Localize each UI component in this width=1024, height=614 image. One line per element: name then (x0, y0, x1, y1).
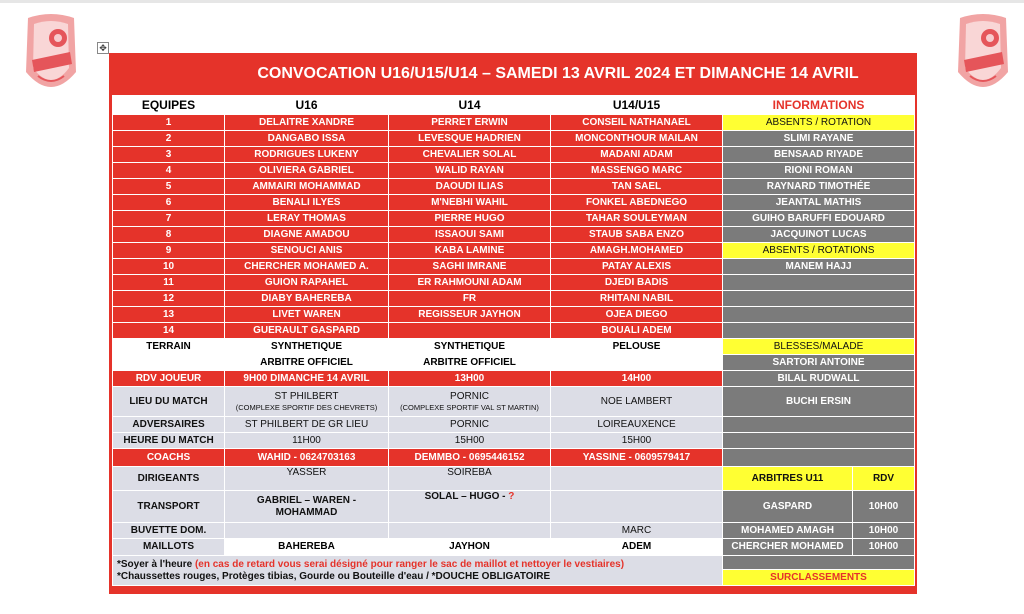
info-cell (723, 275, 915, 291)
info-cell: MANEM HAJJ (723, 259, 915, 275)
rdv-u16: 9H00 DIMANCHE 14 AVRIL (225, 371, 389, 387)
player-u16: DANGABO ISSA (225, 131, 389, 147)
info-cell: ABSENTS / ROTATIONS (723, 243, 915, 259)
player-u16: SENOUCI ANIS (225, 243, 389, 259)
arbitres-u11-header: ARBITRES U11 (723, 467, 853, 491)
terrain-u14: SYNTHETIQUE (389, 339, 551, 355)
coach-u14: DEMMBO - 0695446152 (389, 449, 551, 467)
info-cell: GUIHO BARUFFI EDOUARD (723, 211, 915, 227)
player-u14-u15: AMAGH.MOHAMED (551, 243, 723, 259)
player-u14: PIERRE HUGO (389, 211, 551, 227)
transport-u14-unknown: ? (508, 491, 515, 502)
player-u14-u15: RHITANI NABIL (551, 291, 723, 307)
row-number: 8 (113, 227, 225, 243)
row-number: 3 (113, 147, 225, 163)
adversaires-row (113, 417, 915, 433)
header-u14: U14 (389, 96, 551, 115)
player-u14-u15: DJEDI BADIS (551, 275, 723, 291)
club-crest-icon (20, 12, 82, 104)
coach-u16: WAHID - 0624703163 (225, 449, 389, 467)
lieu-u16-name: ST PHILBERT (274, 391, 339, 402)
lieu-u16-detail: (COMPLEXE SPORTIF DES CHEVRETS) (235, 403, 378, 412)
lieu-u16 (225, 387, 389, 417)
window-top-border (0, 0, 1024, 3)
rdv-label: RDV JOUEUR (113, 371, 225, 387)
header-equipes: EQUIPES (113, 96, 225, 115)
player-u14-u15: PATAY ALEXIS (551, 259, 723, 275)
player-u14: REGISSEUR JAYHON (389, 307, 551, 323)
arbitre-u11-name: CHERCHER MOHAMED (723, 539, 853, 556)
buvette-u14-u15: MARC (551, 523, 723, 539)
table-move-handle-icon[interactable]: ✥ (97, 42, 109, 54)
info-cell: RIONI ROMAN (723, 163, 915, 179)
transport-row (113, 491, 915, 523)
lieu-u14-name: PORNIC (450, 391, 489, 402)
player-u16: RODRIGUES LUKENY (225, 147, 389, 163)
player-u16: LIVET WAREN (225, 307, 389, 323)
player-u14-u15: OJEA DIEGO (551, 307, 723, 323)
arbitre-u11-time: 10H00 (853, 539, 915, 556)
table-header-row (113, 96, 915, 115)
player-u16: GUION RAPAHEL (225, 275, 389, 291)
header-u14-u15: U14/U15 (551, 96, 723, 115)
player-u14: KABA LAMINE (389, 243, 551, 259)
info-cell (723, 323, 915, 339)
player-u14-u15: MONCONTHOUR MAILAN (551, 131, 723, 147)
player-u14: M'NEBHI WAHIL (389, 195, 551, 211)
heure-label: HEURE DU MATCH (113, 433, 225, 449)
header-u16: U16 (225, 96, 389, 115)
table-row (113, 307, 915, 323)
dirigeants-row (113, 467, 915, 491)
adversaires-u14: PORNIC (389, 417, 551, 433)
page-title: CONVOCATION U16/U15/U14 – SAMEDI 13 AVRIL 2024 ET DIMANCHE 14 AVRIL (257, 65, 859, 82)
surclassements-header: SURCLASSEMENTS (723, 570, 915, 586)
player-u14-u15: CONSEIL NATHANAEL (551, 115, 723, 131)
arbitre-row (113, 355, 915, 371)
header-informations: INFORMATIONS (723, 96, 915, 115)
player-u14: CHEVALIER SOLAL (389, 147, 551, 163)
maillots-u14: JAYHON (389, 539, 551, 556)
player-u14: DAOUDI ILIAS (389, 179, 551, 195)
maillots-row (113, 539, 915, 556)
player-u16: DIABY BAHEREBA (225, 291, 389, 307)
table-row (113, 291, 915, 307)
table-row (113, 243, 915, 259)
arbitre-u11-name: MOHAMED AMAGH (723, 523, 853, 539)
table-row (113, 131, 915, 147)
arbitre-label (113, 355, 225, 371)
info-cell (723, 291, 915, 307)
transport-label: TRANSPORT (113, 491, 225, 523)
row-number: 5 (113, 179, 225, 195)
player-u14-u15: TAN SAEL (551, 179, 723, 195)
player-u16: AMMAIRI MOHAMMAD (225, 179, 389, 195)
player-u14: PERRET ERWIN (389, 115, 551, 131)
dirigeant-u14: SOIREBA (389, 467, 551, 491)
table-row (113, 275, 915, 291)
player-u14-u15: MASSENGO MARC (551, 163, 723, 179)
coachs-label: COACHS (113, 449, 225, 467)
table-row (113, 147, 915, 163)
player-u16: BENALI ILYES (225, 195, 389, 211)
note-late-penalty: (en cas de retard vous serai désigné pour ranger le sac de maillot et nettoyer le vestiaires) (194, 558, 625, 570)
player-u14-u15: BOUALI ADEM (551, 323, 723, 339)
maillots-u14-u15: ADEM (551, 539, 723, 556)
dirigeant-u14-u15 (551, 467, 723, 491)
info-cell: SARTORI ANTOINE (723, 355, 915, 371)
player-u16: DELAITRE XANDRE (225, 115, 389, 131)
info-cell: SLIMI RAYANE (723, 131, 915, 147)
heure-row (113, 433, 915, 449)
table-row (113, 179, 915, 195)
table-row (113, 211, 915, 227)
adversaires-u16: ST PHILBERT DE GR LIEU (225, 417, 389, 433)
info-cell (723, 417, 915, 433)
info-cell: BLESSES/MALADE (723, 339, 915, 355)
table-row (113, 227, 915, 243)
player-u16: LERAY THOMAS (225, 211, 389, 227)
dirigeants-label: DIRIGEANTS (113, 467, 225, 491)
info-cell (723, 556, 915, 570)
info-cell (723, 449, 915, 467)
lieu-u14-detail: (COMPLEXE SPORTIF VAL ST MARTIN) (400, 403, 539, 412)
player-u16: CHERCHER MOHAMED A. (225, 259, 389, 275)
player-u14: ER RAHMOUNI ADAM (389, 275, 551, 291)
convocation-table (112, 95, 915, 586)
table-row (113, 163, 915, 179)
info-cell (723, 307, 915, 323)
maillots-u16: BAHEREBA (225, 539, 389, 556)
row-number: 6 (113, 195, 225, 211)
adversaires-u14-u15: LOIREAUXENCE (551, 417, 723, 433)
row-number: 1 (113, 115, 225, 131)
lieu-u14 (389, 387, 551, 417)
arbitre-u16: ARBITRE OFFICIEL (225, 355, 389, 371)
player-u16: GUERAULT GASPARD (225, 323, 389, 339)
terrain-u14-u15: PELOUSE (551, 339, 723, 355)
terrain-u16: SYNTHETIQUE (225, 339, 389, 355)
rdv-u14: 13H00 (389, 371, 551, 387)
player-u16: OLIVIERA GABRIEL (225, 163, 389, 179)
transport-u14 (389, 491, 551, 523)
lieu-u14-u15: NOE LAMBERT (551, 387, 723, 417)
info-cell: BENSAAD RIYADE (723, 147, 915, 163)
table-row (113, 323, 915, 339)
coach-u14-u15: YASSINE - 0609579417 (551, 449, 723, 467)
player-u14-u15: TAHAR SOULEYMAN (551, 211, 723, 227)
row-number: 12 (113, 291, 225, 307)
convocation-sheet (109, 53, 917, 594)
info-cell: RAYNARD TIMOTHÉE (723, 179, 915, 195)
player-u14: ISSAOUI SAMI (389, 227, 551, 243)
notes-cell (113, 556, 723, 586)
club-crest-icon (952, 12, 1014, 104)
row-number: 11 (113, 275, 225, 291)
buvette-u14 (389, 523, 551, 539)
arbitre-u11-name: GASPARD (723, 491, 853, 523)
note-line-2: *Chaussettes rouges, Protèges tibias, Gourde ou Bouteille d'eau / *DOUCHE OBLIGATOIRE (117, 570, 551, 582)
player-u14 (389, 323, 551, 339)
table-row (113, 259, 915, 275)
arbitre-u14-u15 (551, 355, 723, 371)
transport-u14-names: SOLAL – HUGO - (424, 491, 509, 502)
arbitre-u11-time: 10H00 (853, 491, 915, 523)
rdv-header: RDV (853, 467, 915, 491)
player-u14: FR (389, 291, 551, 307)
transport-u16: GABRIEL – WAREN - MOHAMMAD (225, 491, 389, 523)
arbitre-u11-time: 10H00 (853, 523, 915, 539)
lieu-row (113, 387, 915, 417)
maillots-label: MAILLOTS (113, 539, 225, 556)
info-cell: BILAL RUDWALL (723, 371, 915, 387)
buvette-label: BUVETTE DOM. (113, 523, 225, 539)
transport-u14-u15 (551, 491, 723, 523)
dirigeant-u16: YASSER (225, 467, 389, 491)
row-number: 4 (113, 163, 225, 179)
table-row (113, 115, 915, 131)
arbitre-u14: ARBITRE OFFICIEL (389, 355, 551, 371)
buvette-row (113, 523, 915, 539)
info-cell: JEANTAL MATHIS (723, 195, 915, 211)
row-number: 10 (113, 259, 225, 275)
notes-row (113, 556, 915, 570)
lieu-label: LIEU DU MATCH (113, 387, 225, 417)
info-cell: BUCHI ERSIN (723, 387, 915, 417)
note-line-1 (117, 559, 722, 571)
row-number: 9 (113, 243, 225, 259)
player-u14: WALID RAYAN (389, 163, 551, 179)
rdv-row (113, 371, 915, 387)
player-u14-u15: FONKEL ABEDNEGO (551, 195, 723, 211)
terrain-row (113, 339, 915, 355)
coachs-row (113, 449, 915, 467)
terrain-label: TERRAIN (113, 339, 225, 355)
player-u14-u15: MADANI ADAM (551, 147, 723, 163)
heure-u16: 11H00 (225, 433, 389, 449)
table-row (113, 195, 915, 211)
row-number: 13 (113, 307, 225, 323)
info-cell: ABSENTS / ROTATION (723, 115, 915, 131)
player-u16: DIAGNE AMADOU (225, 227, 389, 243)
player-u14: SAGHI IMRANE (389, 259, 551, 275)
player-u14: LEVESQUE HADRIEN (389, 131, 551, 147)
row-number: 7 (113, 211, 225, 227)
row-number: 14 (113, 323, 225, 339)
heure-u14-u15: 15H00 (551, 433, 723, 449)
player-u14-u15: STAUB SABA ENZO (551, 227, 723, 243)
row-number: 2 (113, 131, 225, 147)
heure-u14: 15H00 (389, 433, 551, 449)
rdv-u14-u15: 14H00 (551, 371, 723, 387)
adversaires-label: ADVERSAIRES (113, 417, 225, 433)
info-cell (723, 433, 915, 449)
buvette-u16 (225, 523, 389, 539)
info-cell: JACQUINOT LUCAS (723, 227, 915, 243)
note-punctuality: *Soyer à l'heure (117, 558, 195, 570)
